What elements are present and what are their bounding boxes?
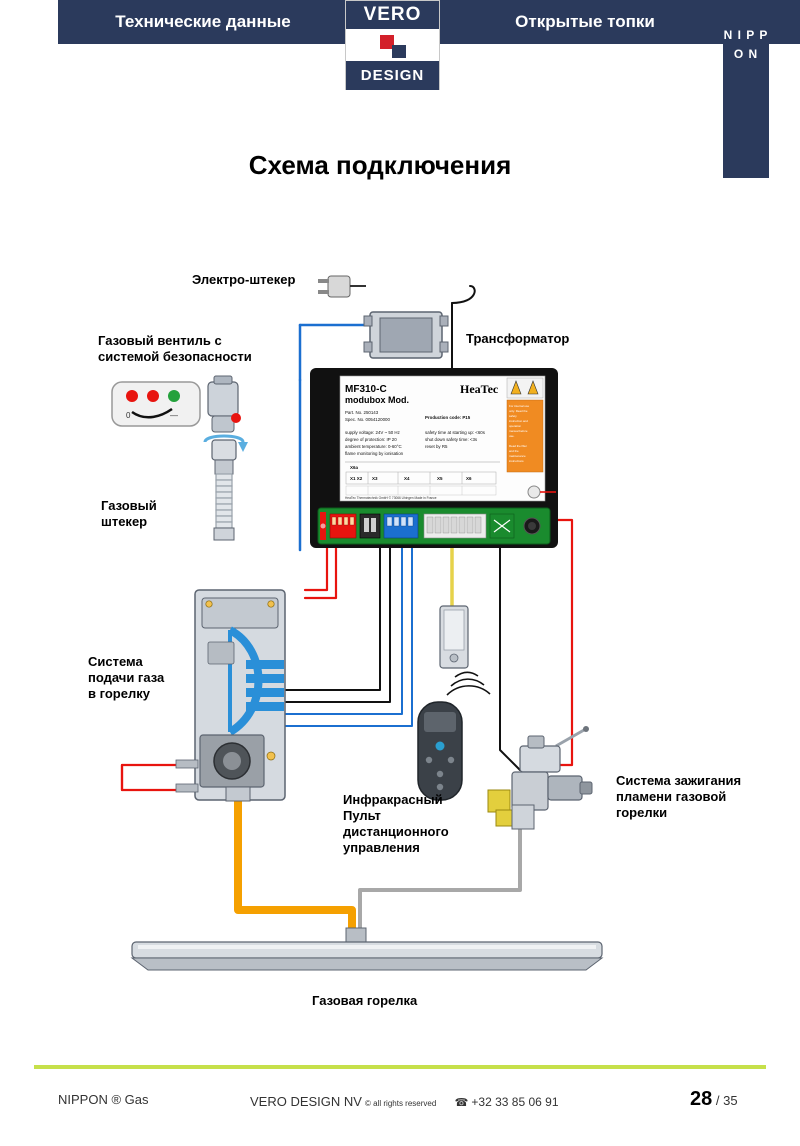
svg-text:instructions: instructions: [509, 459, 524, 463]
svg-text:MF310-C: MF310-C: [345, 384, 387, 395]
svg-text:manual before: manual before: [509, 429, 528, 433]
gas-safety-valve-part: [112, 376, 241, 432]
footer-page-indicator: [690, 1088, 738, 1111]
svg-text:X3: X3: [372, 476, 378, 481]
svg-text:X4: X4: [404, 476, 410, 481]
electric-plug-part: [318, 276, 366, 297]
warning-icons: [507, 378, 543, 398]
svg-text:Read the filter: Read the filter: [509, 444, 527, 448]
footer-rights: © all rights reserved: [365, 1099, 437, 1108]
page-total: / 35: [715, 1093, 738, 1108]
gas-connector-part: [205, 436, 248, 540]
svg-text:use.: use.: [509, 434, 515, 438]
svg-text:operation: operation: [509, 424, 522, 428]
header-title-right: Открытые топки: [515, 12, 655, 31]
svg-text:safety: safety: [509, 414, 517, 418]
label-gas-burner: Газовая горелка: [312, 993, 418, 1008]
wiring-diagram: [0, 190, 800, 1040]
svg-text:—: —: [170, 411, 178, 420]
svg-text:and the: and the: [509, 449, 519, 453]
label-ir-remote: Инфракрасный Пульт дистанционного управления: [343, 792, 449, 855]
label-gas-supply-system: Система подачи газа в горелку: [88, 654, 165, 701]
header-title-left: Технические данные: [115, 12, 291, 31]
svg-text:maintenance: maintenance: [509, 454, 526, 458]
label-gas-connector: Газовый штекер: [101, 498, 157, 529]
svg-text:X1 X2: X1 X2: [350, 476, 363, 481]
nippon-side-tab: N I P P O N: [723, 0, 769, 178]
svg-text:instruction and: instruction and: [509, 419, 528, 423]
sensor-box-part: [440, 606, 468, 668]
page-number: 28: [690, 1088, 713, 1110]
svg-text:shut down safety time: <3s: shut down safety time: <3s: [425, 437, 478, 442]
logo-text-vero: VERO: [346, 1, 439, 29]
svg-text:flame monitoring by ionisation: flame monitoring by ionisation: [345, 451, 404, 456]
label-ignition-system: Система зажигания пламени газовой горелки: [616, 773, 742, 820]
ignition-system-part: [488, 726, 592, 829]
gas-burner-part: [132, 928, 602, 970]
svg-text:supply voltage: 24V ~ 50 Hz: supply voltage: 24V ~ 50 Hz: [345, 430, 400, 435]
svg-text:0: 0: [126, 411, 131, 420]
footer-company: VERO DESIGN NV: [250, 1094, 362, 1109]
footer-phone: +32 33 85 06 91: [471, 1095, 559, 1109]
ir-remote-control-part: [418, 672, 490, 800]
logo-square-blue-icon: [392, 45, 406, 58]
label-electric-plug: Электро-штекер: [192, 272, 296, 287]
svg-text:Part. No. 250143: Part. No. 250143: [345, 410, 379, 415]
svg-text:X6: X6: [466, 476, 472, 481]
svg-text:modubox Mod.: modubox Mod.: [345, 395, 409, 405]
vero-design-logo: [345, 0, 440, 90]
svg-text:HeaTec Thermotechnik GmbH: HeaTec Thermotechnik GmbH © 73066 Uhingen Made in France: [345, 496, 437, 500]
svg-text:safety time at starting up: <6: safety time at starting up: <60s: [425, 430, 485, 435]
logo-text-design: DESIGN: [346, 61, 439, 90]
svg-text:Spec. No. 0054120000: Spec. No. 0054120000: [345, 417, 390, 422]
svg-text:For internal use: For internal use: [509, 404, 530, 408]
footer-center-text: [250, 1094, 559, 1109]
svg-text:X6a: X6a: [350, 465, 359, 470]
controller-unit: [310, 368, 558, 548]
svg-text:ambient temperature: 0-60°C: ambient temperature: 0-60°C: [345, 444, 402, 449]
header-left-edge: [0, 0, 58, 90]
label-transformer: Трансформатор: [466, 331, 570, 346]
svg-text:reset by R5: reset by R5: [425, 444, 448, 449]
transformer-part: [364, 312, 448, 358]
page-header: [0, 0, 800, 90]
label-gas-safety-valve: Газовый вентиль с системой безопасности: [98, 333, 252, 364]
page-title: Схема подключения: [248, 150, 512, 180]
svg-text:X5: X5: [437, 476, 443, 481]
phone-icon: ☎: [454, 1097, 469, 1109]
terminal-blocks: [330, 514, 540, 538]
footer-left-text: NIPPON ® Gas: [58, 1092, 149, 1107]
svg-text:HeaTec: HeaTec: [460, 382, 499, 396]
footer-divider: [34, 1065, 766, 1069]
svg-text:degree of protection: IP 20: degree of protection: IP 20: [345, 437, 397, 442]
logo-mark: [346, 29, 439, 61]
svg-text:only. Read the: only. Read the: [509, 409, 528, 413]
svg-text:Production code: P15: Production code: P15: [425, 415, 471, 420]
